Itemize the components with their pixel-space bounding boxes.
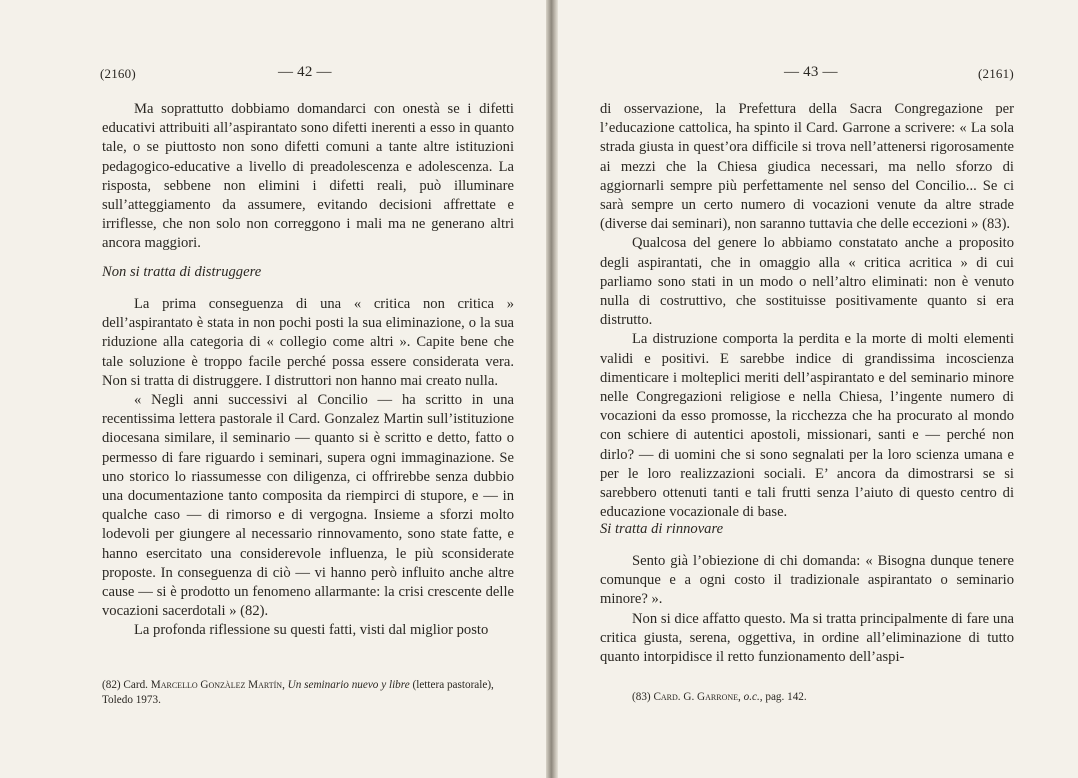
left-main-block bbox=[102, 295, 514, 641]
right-footnote-author: Card. G. Garrone, bbox=[653, 691, 741, 703]
right-paragraph-1: Qualcosa del genere lo abbiamo constatato anche a proposito degli aspirantati, che in omaggio alla « critica acritica » di cui parliamo sono stati in un modo o nell’altro eliminati: non è venuto nulla di costruttivo, che sostituisse positivamente quanto si era distrutto. bbox=[600, 235, 1014, 329]
left-footnote-author: Marcello Gonzàlez Martín, bbox=[150, 679, 285, 691]
left-footnote bbox=[102, 678, 514, 708]
left-paragraph-3: La profonda riflessione su questi fatti, visti dal miglior posto bbox=[134, 622, 489, 639]
left-footnote-rest: (lettera pastorale), Toledo 1973. bbox=[102, 679, 494, 706]
right-footnote-rest: pag. 142. bbox=[765, 691, 807, 703]
right-section-heading: Si tratta di rinnovare bbox=[600, 521, 724, 537]
right-footnote bbox=[632, 690, 1012, 705]
right-paragraph-2: La distruzione comporta la perdita e la morte di molti elementi validi e positivi. E sarebbe indice di grandissima incoscienza dimenticare i molteplici meriti dell’aspirantato e del seminario minore nelle Congregazioni religiose e nella Chiesa, l’ingente numero di vocazioni da esso promosse, la ricchezza che ha procurato al mondo con schiere di autentici apostoli, missionari, santi e — perché non dirlo? — di uomini che si sono segnalati per la loro scienza umana e per le loro realizzazioni sociali. E’ ancora da dimostrarsi se si sarebbero ottenuti tanti e tali frutti senza l’aiuto di questo centro di educazione vocazionale di base. bbox=[600, 331, 1014, 521]
right-paragraph-3: Sento già l’obiezione di chi domanda: « Bisogna dunque tenere comunque e a ogni costo il tradizionale aspirantato o seminario minore? ». bbox=[600, 553, 1014, 608]
left-footnote-title: Un seminario nuevo y libre bbox=[287, 679, 410, 691]
right-footnote-marker: (83) bbox=[632, 691, 651, 703]
right-page bbox=[558, 0, 1078, 778]
right-main-block bbox=[600, 100, 1014, 522]
right-paragraph-continued: di osservazione, la Prefettura della Sacra Congregazione per l’educazione cattolica, ha spinto il Card. Garrone a scrivere: « La sola strada giusta in quest’ora difficile si trova nell’attenersi rigorosamente ai mezzi che la Chiesa giudica necessari, ma nello sforzo di aggiornarli sempre più perfettamente nel senso del Concilio... Se ci sarà sempre un certo numero di vocazioni venute da altre strade (diverse dai seminari), non saranno tuttavia che delle eccezioni » (83). bbox=[600, 101, 1014, 233]
right-page-number: — 43 — bbox=[784, 64, 838, 80]
book-gutter bbox=[546, 0, 558, 778]
right-second-block bbox=[600, 552, 1014, 667]
right-footnote-title: o.c., bbox=[743, 691, 763, 703]
right-header-number: (2161) bbox=[978, 66, 1014, 81]
left-intro-block bbox=[102, 100, 514, 254]
left-paragraph-2: « Negli anni successivi al Concilio — ha scritto in una recentissima lettera pastorale il Card. Gonzalez Martin sull’istituzione diocesana similare, il seminario — quanto si è scritto e detto, fatto o permesso di fare riguardo i seminari, supera ogni immaginazione. Se uno storico lo riassumesse con diligenza, ci offrirebbe senza dubbio una documentazione tanto composita da riempirci di stupore, e — in qualche caso — di rimorso e di vergogna. Insieme a sforzi molto lodevoli per giungere al necessario rinnovamento, sono state fatte, e hanno esercitato una considerevole influenza, le più sconsiderate proposte. In conseguenza di ciò — vi hanno però influito anche altre cause — si è prodotto un fenomeno allarmante: la crisi crescente delle vocazioni sacerdotali » (82). bbox=[102, 392, 514, 620]
left-footnote-marker: (82) Card. bbox=[102, 679, 148, 691]
left-paragraph-1: La prima conseguenza di una « critica non critica » dell’aspirantato è stata in non pochi posti la sua eliminazione, o la sua riduzione alla categoria di « collegio come altri ». Capite bene che tale soluzione è troppo facile perché possa essere considerata vera. Non si tratta di distruggere. I distruttori non hanno mai creato nulla. bbox=[102, 296, 514, 389]
left-header-number: (2160) bbox=[100, 66, 136, 81]
left-section-heading: Non si tratta di distruggere bbox=[102, 264, 262, 280]
right-paragraph-4: Non si dice affatto questo. Ma si tratta principalmente di fare una critica giusta, serena, oggettiva, in ordine all’eliminazione di tutto quanto intorpidisce il retto funzionamento dell’aspi- bbox=[600, 610, 1014, 666]
left-intro-paragraph: Ma soprattutto dobbiamo domandarci con onestà se i difetti educativi attribuiti all’aspirantato sono difetti inerenti a esso in quanto tale, o se piuttosto non sono difetti comuni a tante altre istituzioni pedagogico-educative a livello di preadolescenza e adolescenza. La risposta, sebbene non elimini i difetti reali, può illuminare sull’atteggiamento da assumere, evitando decisioni affrettate e irriflesse, che non solo non correggono i mali ma ne generano altri ancora maggiori. bbox=[102, 101, 514, 252]
left-page-number: — 42 — bbox=[278, 64, 332, 80]
